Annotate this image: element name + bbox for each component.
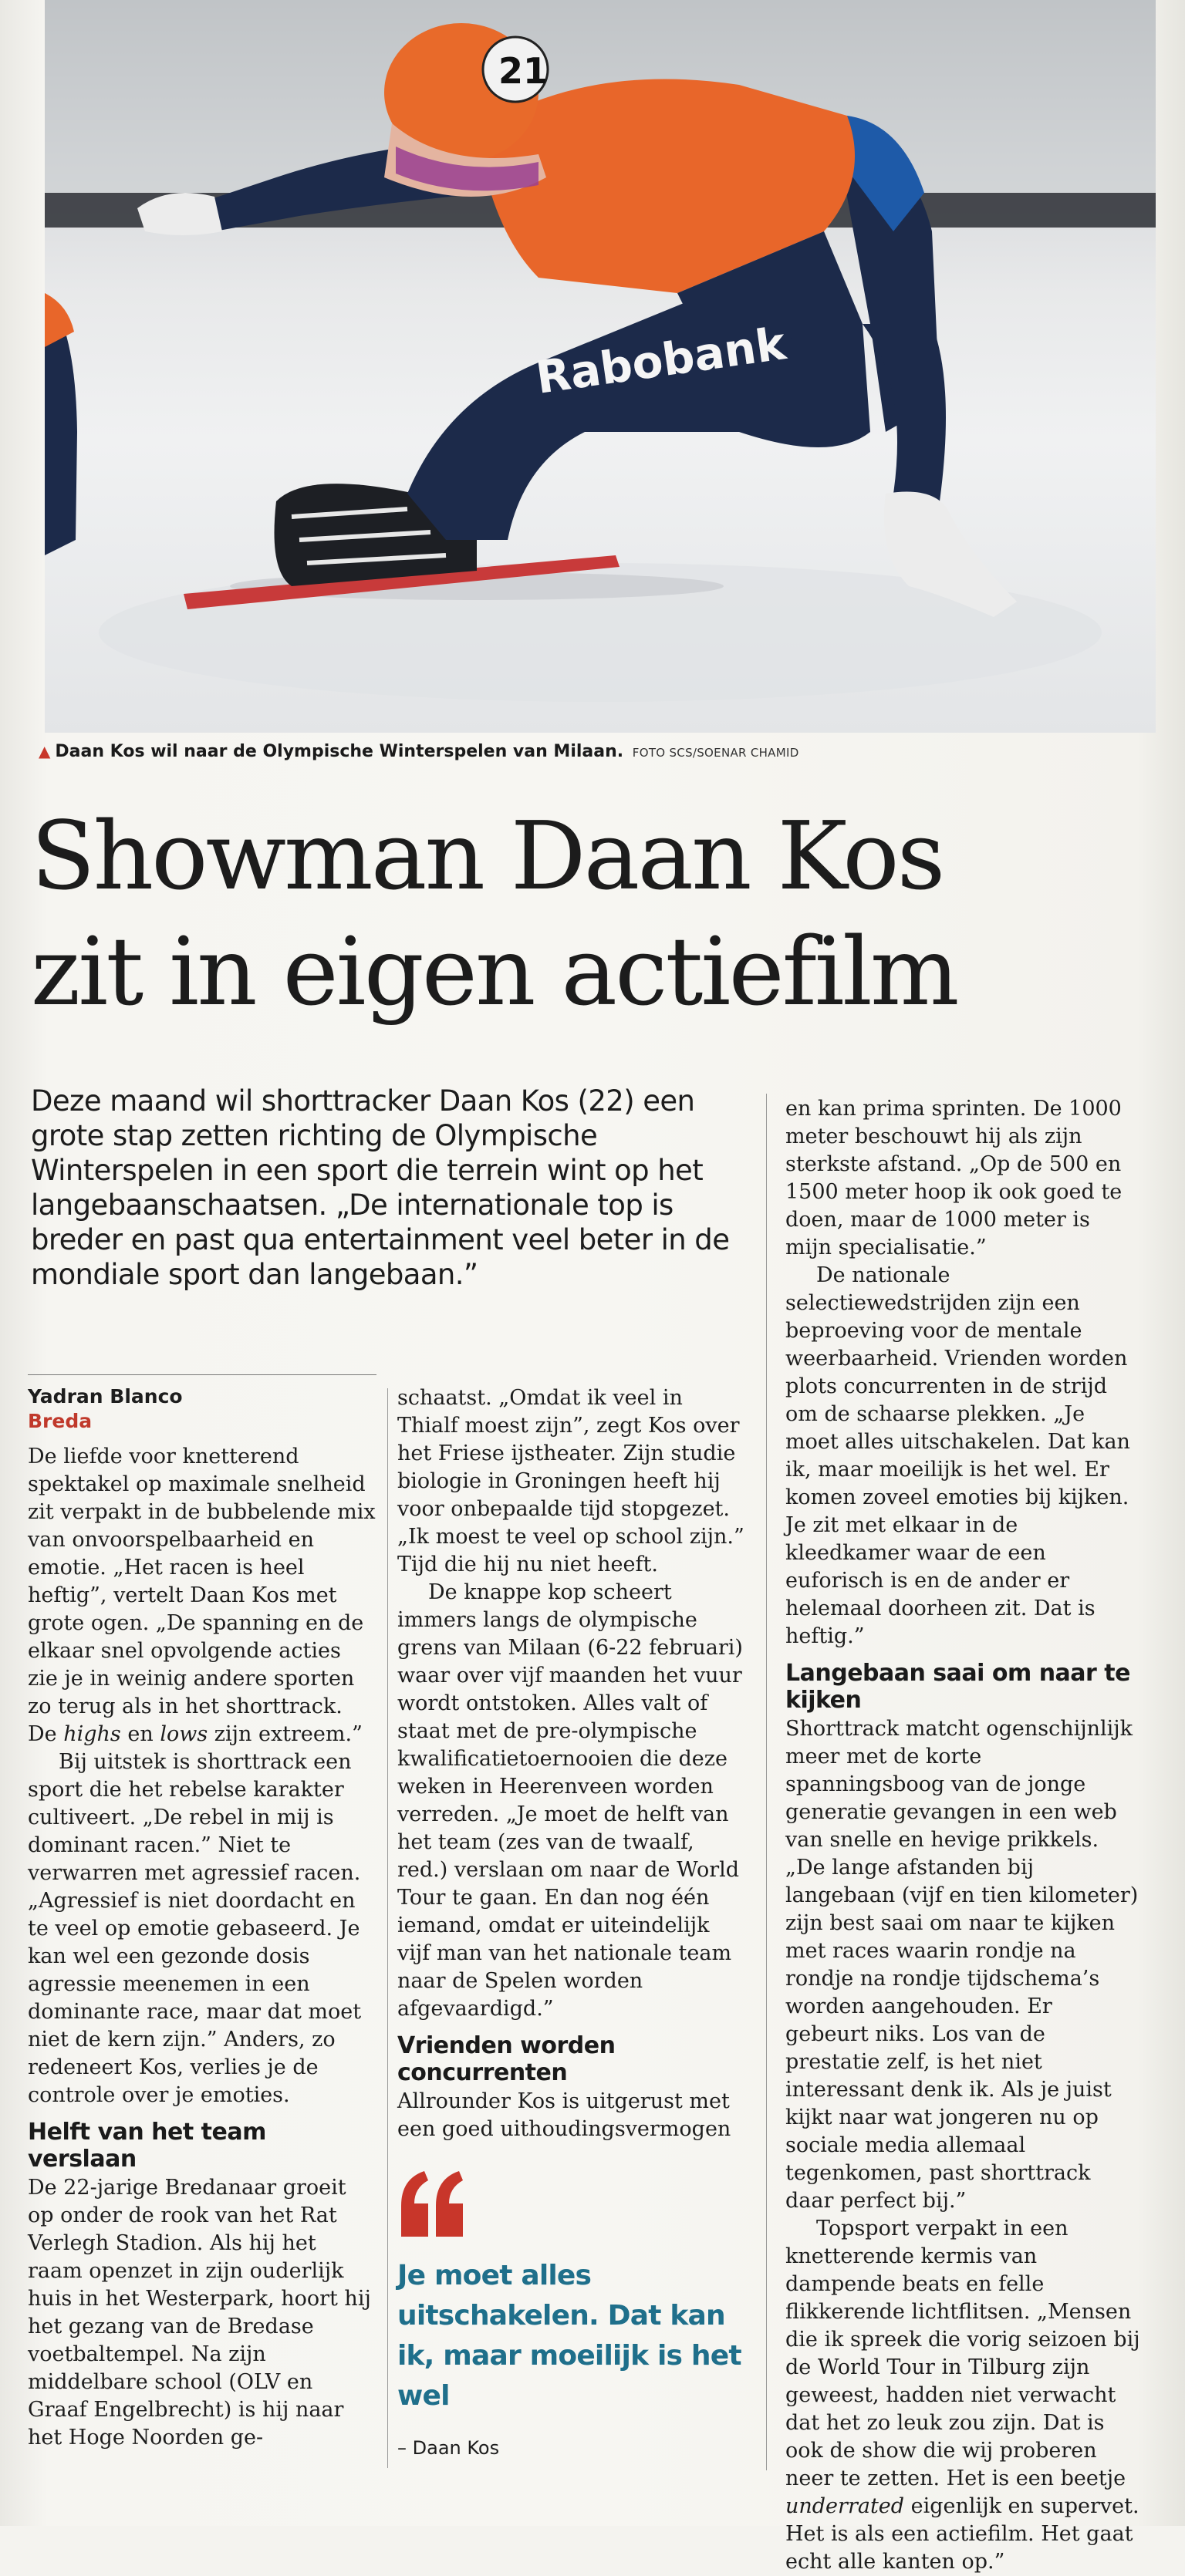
paragraph: Topsport verpakt in een knetterende kermis van dampende beats en felle flikkerende lichtflitsen. „Mensen die ik spreek die vorig seizoen bij de World Tour in Tilburg zijn geweest, hadden niet verwacht dat het zo leuk zou zijn. Dat is ook de show die wij proberen neer te zetten. Het is een beetje underrated eigenlijk en supervet. Het is als een actiefilm. Het gaat echt alle kanten op.” xyxy=(785,2217,1140,2574)
paragraph: schaatst. „Omdat ik veel in Thialf moest zijn”, zegt Kos over het Friese ijstheater. Zijn studie biologie in Groningen heeft hij voor onbepaalde tijd stopgezet. „Ik moest te veel op school zijn.” Tijd die hij nu niet heeft. xyxy=(397,1386,744,1576)
photo-credit: FOTO SCS/SOENAR CHAMID xyxy=(632,746,799,760)
paragraph: en kan prima sprinten. De 1000 meter beschouwt hij als zijn sterkste afstand. „Op de 500 en 1500 meter hoop ik ook goed te doen, maar de 1000 meter is mijn specialisatie.” xyxy=(785,1097,1123,1259)
headline-line-1: Showman Daan Kos xyxy=(31,801,944,911)
caption-text: Daan Kos wil naar de Olympische Winterspelen van Milaan. xyxy=(55,742,624,761)
column-3 xyxy=(785,1095,1142,2576)
subheading: Helft van het team verslaan xyxy=(28,2119,266,2173)
lede: Deze maand wil shorttracker Daan Kos (22) een grote stap zetten richting de Olympische Winterspelen in een sport die terrein wint op het langebaanschaatsen. „De internationale top is breder en past qua entertainment veel beter in de mondiale sport dan langebaan.” xyxy=(31,1084,730,1291)
paragraph: De nationale selectiewedstrijden zijn een beproeving voor de mentale weerbaarheid. Vrienden worden plots concurrenten in de strijd om de schaarse plekken. „Je moet alles uitschakelen. Dat kan ik, maar moeilijk is het wel. Er komen zoveel emoties bij kijken. Je zit met elkaar in de kleedkamer waar de een euforisch is en de ander er helemaal doorheen zit. Dat is heftig.” xyxy=(785,1263,1130,1648)
caption-triangle-icon: ▲ xyxy=(39,742,51,760)
article-photo xyxy=(45,0,1156,733)
paragraph: De 22-jarige Bredanaar groeit op onder de rook van het Rat Verlegh Stadion. Als hij het raam openzet in zijn ouderlijk huis in het Westerpark, hoort hij het gezang van de Bredase voetbaltempel. Na zijn middelbare school (OLV en Graaf Engelbrecht) is hij naar het Hoge Noorden ge- xyxy=(28,2176,371,2450)
subheading: Langebaan saai om naar te kijken xyxy=(785,1660,1130,1714)
svg-text:Rabobank: Rabobank xyxy=(532,317,789,404)
byline-place: Breda xyxy=(28,1410,93,1432)
column-1 xyxy=(28,1384,376,2452)
byline-author: Yadran Blanco xyxy=(28,1385,183,1408)
column-divider xyxy=(766,1094,767,2470)
photo-caption xyxy=(39,742,1157,768)
bib-number: 21 xyxy=(498,50,549,92)
pull-quote: Je moet alles uitschakelen. Dat kan ik, maar moeilijk is het wel xyxy=(397,2260,741,2412)
paragraph: Bij uitstek is shorttrack een sport die het rebelse karakter cultiveert. „De rebel in mij is dominant racen.” Niet te verwarren met agressief racen. „Agressief is niet doordacht en te veel op emotie gebaseerd. Je kan wel een gezonde dosis agressie meenemen in een dominante race, maar dat moet niet de kern zijn.” Anders, zo redeneert Kos, verlies je de controle over je emoties. xyxy=(28,1750,362,2107)
paragraph: Shorttrack matcht ogenschijnlijk meer met de korte spanningsboog van de jonge generatie gevangen in een web van snelle en hevige prikkels. „De lange afstanden bij langebaan (vijf en tien kilometer) zijn best saai om naar te kijken met races waarin rondje na rondje na rondje tijdschema’s worden aangehouden. Er gebeurt niks. Los van de prestatie zelf, is het niet interessant denk ik. Als je juist kijkt naar wat jongeren nu op sociale media allemaal tegenkomen, past shorttrack daar perfect bij.” xyxy=(785,1717,1139,2213)
paragraph: De knappe kop scheert immers langs de olympische grens van Milaan (6-22 februari) waar over vijf maanden het vuur wordt ontstoken. Alles valt of staat met de pre-olympische kwalificatietoernooien die deze weken in Heerenveen worden verreden. „Je moet de helft van het team (zes van de twaalf, red.) verslaan om naar de World Tour te gaan. En dan nog één iemand, omdat er uiteindelijk vijf man van het nationale team naar de Spelen worden afgevaardigd.” xyxy=(397,1580,743,2021)
paragraph: De liefde voor knetterend spektakel op maximale snelheid zit verpakt in de bubbelende mix van onvoorspelbaarheid en emotie. „Het racen is heel heftig”, vertelt Daan Kos met grote ogen. „De spanning en de elkaar snel opvolgende acties zie je in weinig andere sporten zo terug als in het shorttrack. De highs en lows zijn extreem.” xyxy=(28,1445,376,1746)
column-2 xyxy=(397,1384,748,2143)
subheading: Vrienden worden concurrenten xyxy=(397,2032,616,2086)
skater-illustration xyxy=(45,0,1156,733)
byline-rule xyxy=(28,1374,376,1375)
column-divider xyxy=(387,1388,388,2468)
headline-line-2: zit in eigen actiefilm xyxy=(31,917,957,1027)
paragraph: Allrounder Kos is uitgerust met een goed uithoudingsvermogen xyxy=(397,2089,731,2141)
headline xyxy=(31,798,1150,1030)
pull-quote-attribution: – Daan Kos xyxy=(397,2437,500,2459)
quote-mark-icon xyxy=(397,2171,467,2237)
